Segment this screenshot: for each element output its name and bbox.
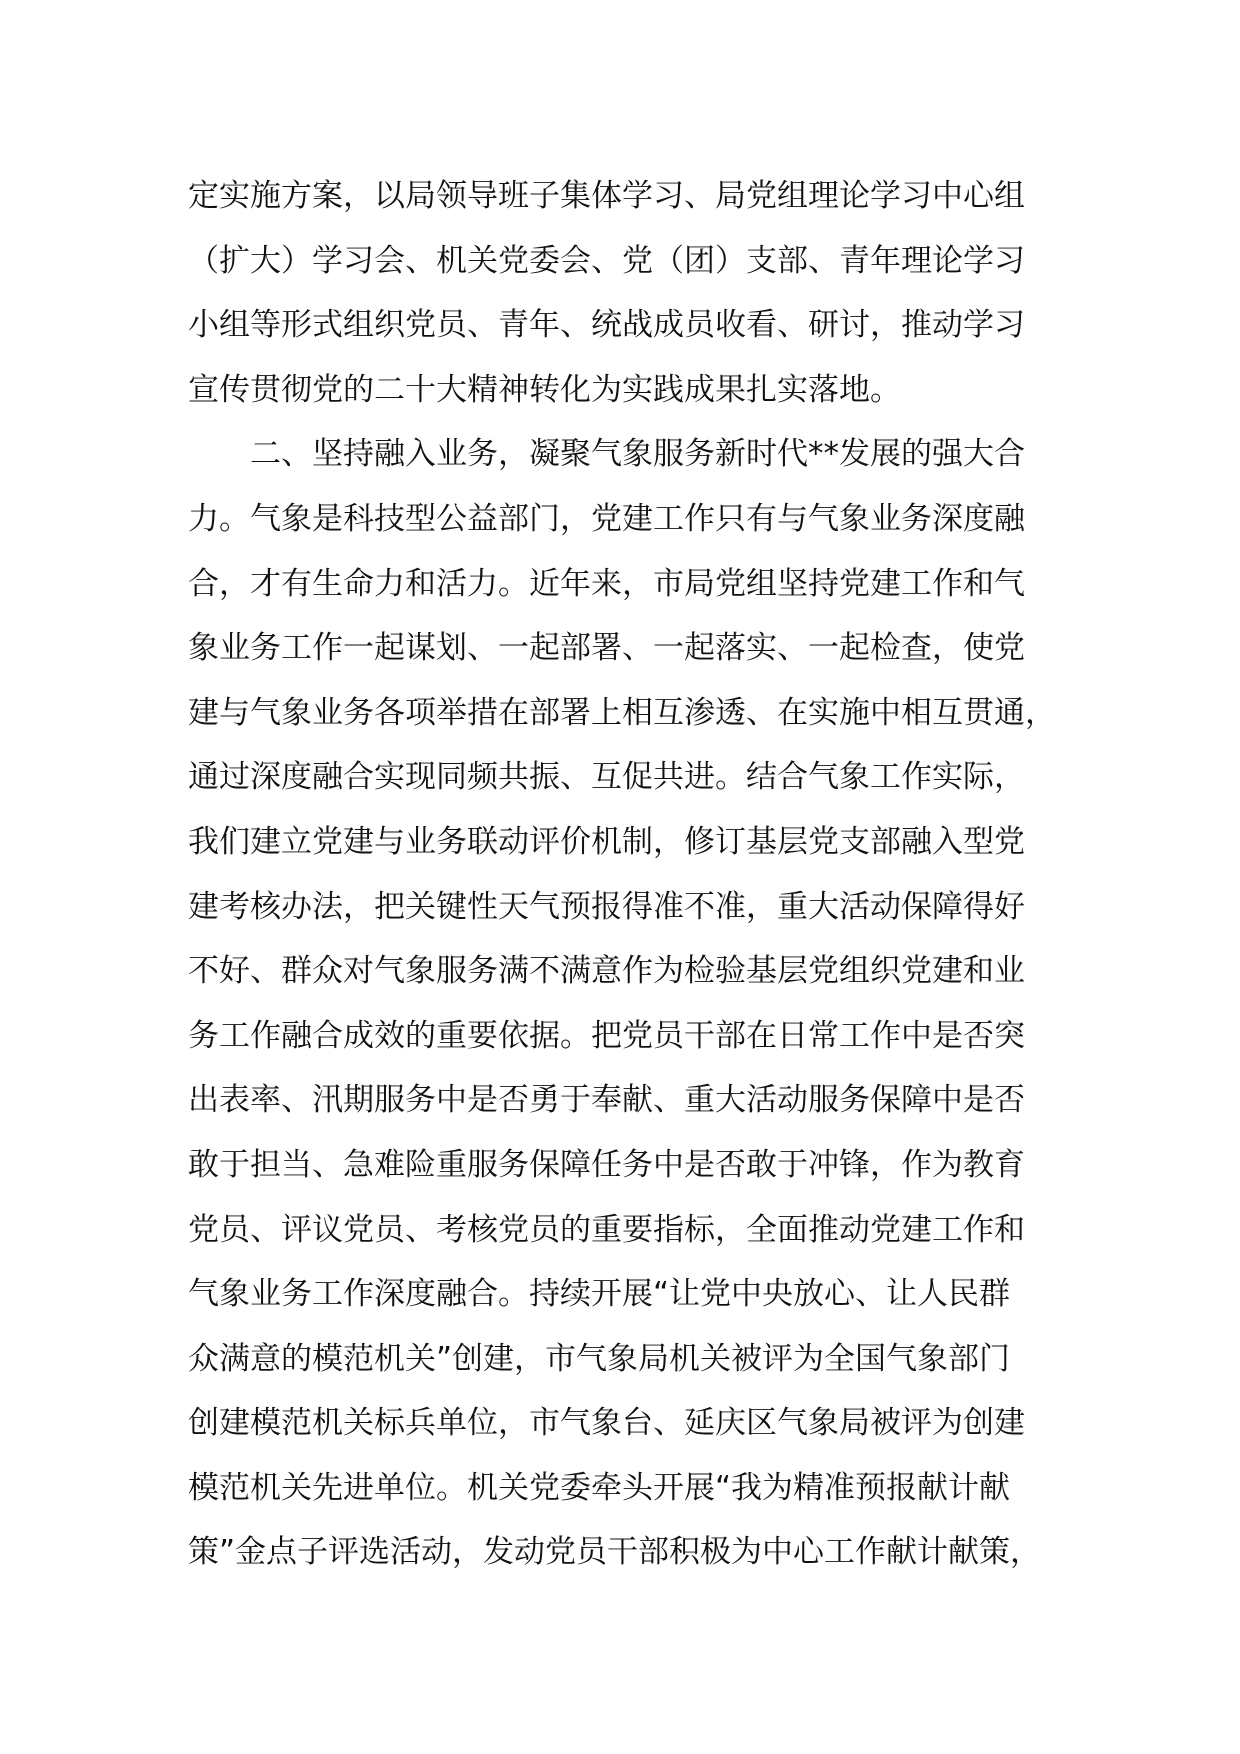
text-line: 定实施方案，以局领导班子集体学习、局党组理论学习中心组	[188, 178, 1025, 214]
text-line: 不好、群众对气象服务满不满意作为检验基层党组织党建和业	[188, 953, 1025, 990]
text-line: 出表率、汛期服务中是否勇于奉献、重大活动服务保障中是否	[188, 1082, 1025, 1119]
text-line: 敢于担当、急难险重服务保障任务中是否敢于冲锋，作为教育	[188, 1146, 1025, 1183]
text-line: 众满意的模范机关”创建，市气象局机关被评为全国气象部门	[188, 1340, 1011, 1377]
text-line: 小组等形式组织党员、青年、统战成员收看、研讨，推动学习	[188, 307, 1025, 344]
section-heading-line: 二、坚持融入业务，凝聚气象服务新时代**发展的强大合	[250, 436, 1025, 473]
text-line: 建考核办法，把关键性天气预报得准不准，重大活动保障得好	[188, 888, 1025, 925]
text-line: （扩大）学习会、机关党委会、党（团）支部、青年理论学习	[188, 242, 1025, 279]
text-line: 党员、评议党员、考核党员的重要指标，全面推动党建工作和	[188, 1211, 1025, 1248]
text-line: 气象业务工作深度融合。持续开展“让党中央放心、让人民群	[188, 1276, 1011, 1313]
text-line: 创建模范机关标兵单位，市气象台、延庆区气象局被评为创建	[188, 1405, 1025, 1442]
text-line: 模范机关先进单位。机关党委牵头开展“我为精准预报献计献	[188, 1469, 1011, 1506]
text-line: 通过深度融合实现同频共振、互促共进。结合气象工作实际，	[188, 759, 1025, 796]
text-line: 力。气象是科技型公益部门，党建工作只有与气象业务深度融	[188, 500, 1025, 537]
text-line: 象业务工作一起谋划、一起部署、一起落实、一起检查，使党	[188, 630, 1025, 667]
text-line: 建与气象业务各项举措在部署上相互渗透、在实施中相互贯通，	[188, 694, 1056, 731]
text-line: 我们建立党建与业务联动评价机制，修订基层党支部融入型党	[188, 823, 1025, 860]
body-text	[188, 164, 1068, 1585]
text-line: 务工作融合成效的重要依据。把党员干部在日常工作中是否突	[188, 1017, 1025, 1054]
text-line: 宣传贯彻党的二十大精神转化为实践成果扎实落地。	[188, 371, 901, 408]
text-line: 合，才有生命力和活力。近年来，市局党组坚持党建工作和气	[188, 565, 1025, 602]
text-line: 策”金点子评选活动，发动党员干部积极为中心工作献计献策，	[188, 1534, 1042, 1571]
